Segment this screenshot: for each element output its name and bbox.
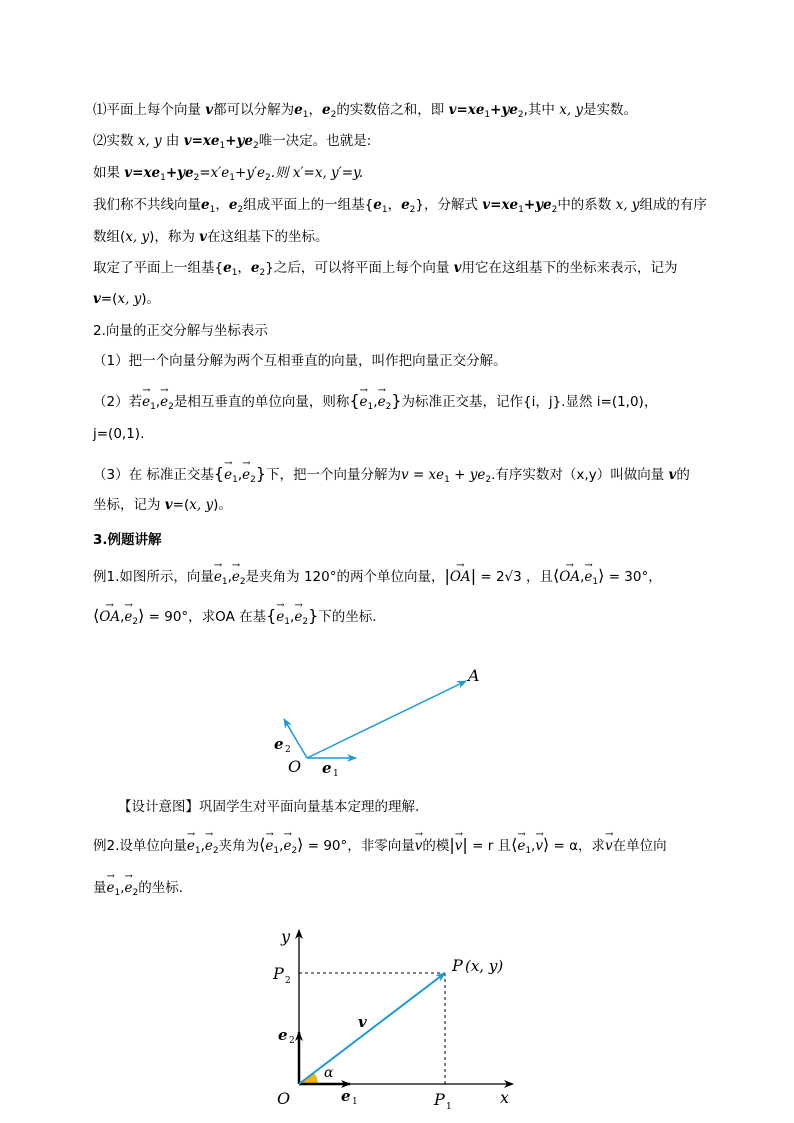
e2-label: e: [278, 1026, 288, 1044]
vector-e2: → e: [242, 464, 250, 484]
formula: v=xe: [183, 133, 220, 149]
subscript: 1: [367, 402, 374, 412]
example-2: [93, 835, 708, 860]
subscript: 1: [525, 846, 532, 856]
text: 我们称不共线向量: [93, 197, 201, 213]
design-intent: 【设计意图】巩固学生对平面向量基本定理的理解.: [118, 799, 420, 815]
text: 如果: [93, 165, 125, 181]
text: 用它在这组基下的坐标来表示，记为: [461, 260, 678, 276]
item-1: （1）把一个向量分解为两个互相垂直的向量，叫作把向量正交分解。: [93, 353, 507, 369]
vector-e1: → e: [187, 835, 195, 855]
variables: x, y: [137, 133, 162, 149]
vector-e1: → e: [584, 566, 592, 586]
vector-e1: → e: [360, 391, 368, 411]
text: 在这组基下的坐标。: [207, 229, 329, 245]
abs-bar-icon: |: [470, 566, 477, 585]
text: ，: [237, 260, 251, 276]
vector-e2: e: [250, 260, 260, 276]
subscript: 2: [132, 888, 139, 898]
vector-e2: → e: [160, 391, 168, 411]
text: ,: [227, 569, 232, 585]
text: 由: [161, 133, 184, 149]
example-1-continued: [93, 606, 708, 631]
alpha-label: α: [324, 1065, 334, 1081]
text: 坐标，记为: [93, 497, 165, 513]
x-axis-label: x: [500, 1088, 510, 1107]
subscript: 1: [232, 475, 238, 485]
subscript: 1: [194, 846, 201, 856]
vector-e1: → e: [224, 464, 232, 484]
right-brace-icon: }: [391, 391, 402, 410]
formula: .则 x′=x, y′=y.: [270, 165, 364, 181]
item-2-continued: j=(0,1).: [93, 426, 145, 442]
right-brace-icon: }: [255, 464, 267, 483]
vector-v: → v: [535, 835, 543, 855]
abs-bar-icon: |: [444, 566, 450, 585]
abs-bar-icon: |: [462, 835, 468, 854]
subscript: 1: [273, 846, 280, 856]
text: 组成的有序: [639, 197, 707, 213]
text: （2）若: [93, 394, 143, 410]
text: 的: [676, 467, 690, 483]
formula: +ye: [490, 102, 518, 118]
paragraph-4: [93, 196, 708, 219]
subscript: 1: [592, 577, 599, 587]
e2-subscript: 2: [285, 745, 291, 755]
subscript: 1: [221, 577, 228, 587]
text: ,: [373, 394, 378, 410]
left-angle-icon: ⟨: [511, 835, 518, 854]
subscript: 2: [551, 205, 558, 215]
subscript: 1: [160, 173, 166, 183]
vector-v: v: [164, 497, 173, 513]
subscript: 1: [219, 141, 226, 151]
vector-e2: → e: [294, 606, 302, 626]
formula: +ye: [225, 133, 253, 149]
text: 是相互垂直的单位向量，则称: [173, 394, 350, 410]
vector-e2: → e: [124, 606, 132, 626]
text: 组成平面上的一组基{: [243, 197, 374, 213]
vector-v-label: v: [358, 1013, 367, 1031]
subscript: 1: [381, 205, 388, 215]
vector-v-arrow: [299, 973, 445, 1084]
formula: v = xe: [401, 467, 445, 483]
subscript: 2: [485, 475, 492, 485]
figure-2-coordinate-plane: [268, 922, 528, 1112]
e1-subscript: 1: [352, 1097, 358, 1107]
subscript: 1: [302, 110, 309, 120]
subscript: 1: [518, 205, 524, 215]
text: 都可以分解为: [213, 102, 295, 118]
subscript: 2: [259, 268, 266, 278]
text: ，: [308, 102, 322, 118]
text: )。: [141, 291, 161, 307]
formula: v=xe: [482, 197, 519, 213]
right-angle-icon: ⟩: [138, 606, 145, 625]
text: =(: [100, 291, 118, 307]
origin-label: O: [277, 1089, 291, 1108]
subscript: 2: [409, 205, 416, 215]
vector-e2: → e: [125, 877, 133, 897]
text: 数组(: [93, 229, 126, 245]
subscript: 1: [209, 205, 216, 215]
subscript: 2: [302, 617, 309, 627]
text: ,: [531, 838, 536, 854]
vector-oa: → OA: [559, 566, 580, 586]
text: ，: [215, 197, 229, 213]
text: ,: [290, 609, 295, 625]
vector-e1: e: [373, 197, 382, 213]
vector-v: → v: [605, 835, 613, 855]
subscript: 2: [132, 617, 139, 627]
text: 在单位向: [612, 838, 667, 854]
example-2-continued: [93, 877, 708, 902]
formula: +ye: [523, 197, 552, 213]
text: ,: [580, 569, 585, 585]
subscript: 2: [330, 110, 337, 120]
e1-label: e: [322, 759, 332, 777]
text: .有序实数对（x,y）叫做向量: [491, 467, 669, 483]
text: = 90°，求OA 在基: [144, 609, 267, 625]
vector-e2: e: [401, 197, 410, 213]
text: = 2√3 ，且: [476, 569, 554, 585]
section-heading-3: 3.例题讲解: [93, 532, 162, 548]
vector-e1: e: [294, 102, 303, 118]
point-p-label: P: [452, 956, 463, 975]
vector-oa: → OA: [450, 566, 471, 586]
vector-e2: → e: [283, 835, 291, 855]
vector-e1: → e: [142, 391, 150, 411]
vector-e1: → e: [265, 835, 273, 855]
y-axis-label: y: [281, 927, 291, 946]
text: ,: [237, 467, 243, 483]
text: 量: [93, 880, 107, 896]
text: ⑵实数: [93, 133, 138, 149]
vector-e2: → e: [232, 566, 240, 586]
vector-e2: → e: [378, 391, 386, 411]
subscript: 1: [444, 475, 450, 485]
p2-label: P: [273, 964, 284, 983]
vector-v: → v: [455, 835, 463, 855]
vector-e1: → e: [276, 606, 284, 626]
subscript: 1: [484, 110, 491, 120]
subscript: 2: [168, 402, 174, 412]
vector-e2: e: [228, 197, 238, 213]
paragraph-3: [93, 164, 708, 187]
subscript: 1: [229, 173, 236, 183]
vector-e1: e: [223, 260, 232, 276]
text: = 30°，: [604, 569, 662, 585]
vector-e1: → e: [517, 835, 525, 855]
right-angle-icon: ⟩: [598, 566, 605, 585]
formula: =x′e: [199, 165, 230, 181]
right-angle-icon: ⟩: [297, 835, 304, 854]
text: 唯一决定。也就是:: [258, 133, 372, 149]
text: }之后，可以将平面上每个向量: [265, 260, 454, 276]
text: ,: [155, 394, 161, 410]
vector-v: v: [453, 260, 462, 276]
vector-v: → v: [415, 835, 423, 855]
subscript: 2: [250, 475, 256, 485]
paragraph-6: [93, 259, 708, 282]
text: 例2.设单位向量: [93, 838, 187, 854]
vector-v: v: [205, 102, 214, 118]
p1-subscript: 1: [446, 1102, 452, 1112]
vector-oa: → OA: [99, 606, 120, 626]
formula: v=xe: [124, 165, 161, 181]
section-heading-2: 2.向量的正交分解与坐标表示: [93, 323, 268, 339]
text: 下，把一个向量分解为: [266, 467, 402, 483]
vector-e2: → e: [205, 835, 213, 855]
text: = α，求: [549, 838, 606, 854]
text: 为标准正交基，记作{i，j}.显然 i=(1,0)，: [401, 394, 658, 410]
e1-subscript: 1: [333, 769, 339, 779]
text: 例1.如图所示，向量: [93, 569, 214, 585]
text: = 90°，非零向量: [303, 838, 415, 854]
text: }，分解式: [415, 197, 483, 213]
origin-label: O: [288, 757, 302, 776]
left-angle-icon: ⟨: [93, 606, 100, 625]
subscript: 2: [253, 141, 259, 151]
subscript: 2: [265, 173, 271, 183]
text: 是夹角为 120°的两个单位向量，: [245, 569, 445, 585]
subscript: 1: [284, 617, 291, 627]
paragraph-1: [93, 101, 708, 124]
text: ,: [200, 838, 205, 854]
text: 的实数倍之和，即: [336, 102, 449, 118]
text: 夹角为: [218, 838, 260, 854]
e2-label: e: [274, 735, 284, 753]
left-angle-icon: ⟨: [259, 835, 266, 854]
text: )。: [213, 497, 232, 513]
item-2: [93, 391, 708, 416]
subscript: 2: [385, 402, 392, 412]
p1-label: P: [434, 1090, 445, 1109]
text: ,其中: [523, 102, 560, 118]
formula: +ye: [165, 165, 194, 181]
variables: x, y: [125, 229, 150, 245]
vector-v: v: [199, 229, 208, 245]
right-angle-icon: ⟩: [542, 835, 550, 854]
vector-e1: → e: [214, 566, 222, 586]
variables: x, y: [117, 291, 142, 307]
left-brace-icon: {: [349, 391, 360, 410]
subscript: 2: [237, 205, 244, 215]
text: 的坐标.: [138, 880, 184, 896]
abs-bar-icon: |: [449, 835, 455, 854]
subscript: 2: [212, 846, 219, 856]
left-angle-icon: ⟨: [553, 566, 560, 585]
text: = r 且: [467, 838, 512, 854]
subscript: 2: [291, 846, 298, 856]
vector-e1: e: [201, 197, 210, 213]
p2-subscript: 2: [285, 976, 291, 986]
formula: v=xe: [448, 102, 485, 118]
text: ,: [279, 838, 284, 854]
text: 的模: [422, 838, 450, 854]
subscript: 1: [231, 268, 238, 278]
variables: x, y: [615, 197, 640, 213]
left-brace-icon: {: [213, 464, 225, 483]
paragraph-5: [93, 228, 708, 246]
subscript: 1: [114, 888, 121, 898]
vector-oa-arrow: [307, 681, 466, 758]
point-p-coordinates: (x, y): [465, 957, 504, 975]
text: ，: [387, 197, 402, 213]
text: ⑴平面上每个向量: [93, 102, 206, 118]
subscript: 2: [239, 577, 246, 587]
text: =(: [172, 497, 190, 513]
text: )，称为: [149, 229, 200, 245]
variables: x, y: [189, 497, 214, 513]
subscript: 2: [517, 110, 524, 120]
text: ,: [120, 880, 125, 896]
subscript: 1: [150, 402, 156, 412]
vector-v: v: [668, 467, 677, 483]
paragraph-7: [93, 290, 708, 308]
paragraph-2: [93, 132, 708, 155]
text: 下的坐标.: [318, 609, 377, 625]
item-3-continued: [93, 496, 708, 514]
point-a-label: A: [468, 666, 480, 685]
text: ,: [120, 609, 125, 625]
text: 是实数。: [583, 102, 638, 118]
subscript: 2: [193, 173, 200, 183]
right-brace-icon: }: [308, 606, 319, 625]
text: 中的系数: [557, 197, 616, 213]
text: 取定了平面上一组基{: [93, 260, 224, 276]
vector-e1: → e: [107, 877, 115, 897]
item-3: [93, 464, 708, 489]
vector-e2: e: [321, 102, 331, 118]
variables: x, y: [559, 102, 584, 118]
vector-v: v: [93, 291, 101, 307]
example-1: [93, 566, 708, 591]
formula: + ye: [449, 467, 486, 483]
e1-label: e: [341, 1087, 351, 1105]
text: （3）在 标准正交基: [93, 467, 214, 483]
left-brace-icon: {: [266, 606, 277, 625]
e2-subscript: 2: [289, 1036, 295, 1046]
figure-1-vectors: [260, 660, 500, 785]
formula: +y′e: [235, 165, 266, 181]
